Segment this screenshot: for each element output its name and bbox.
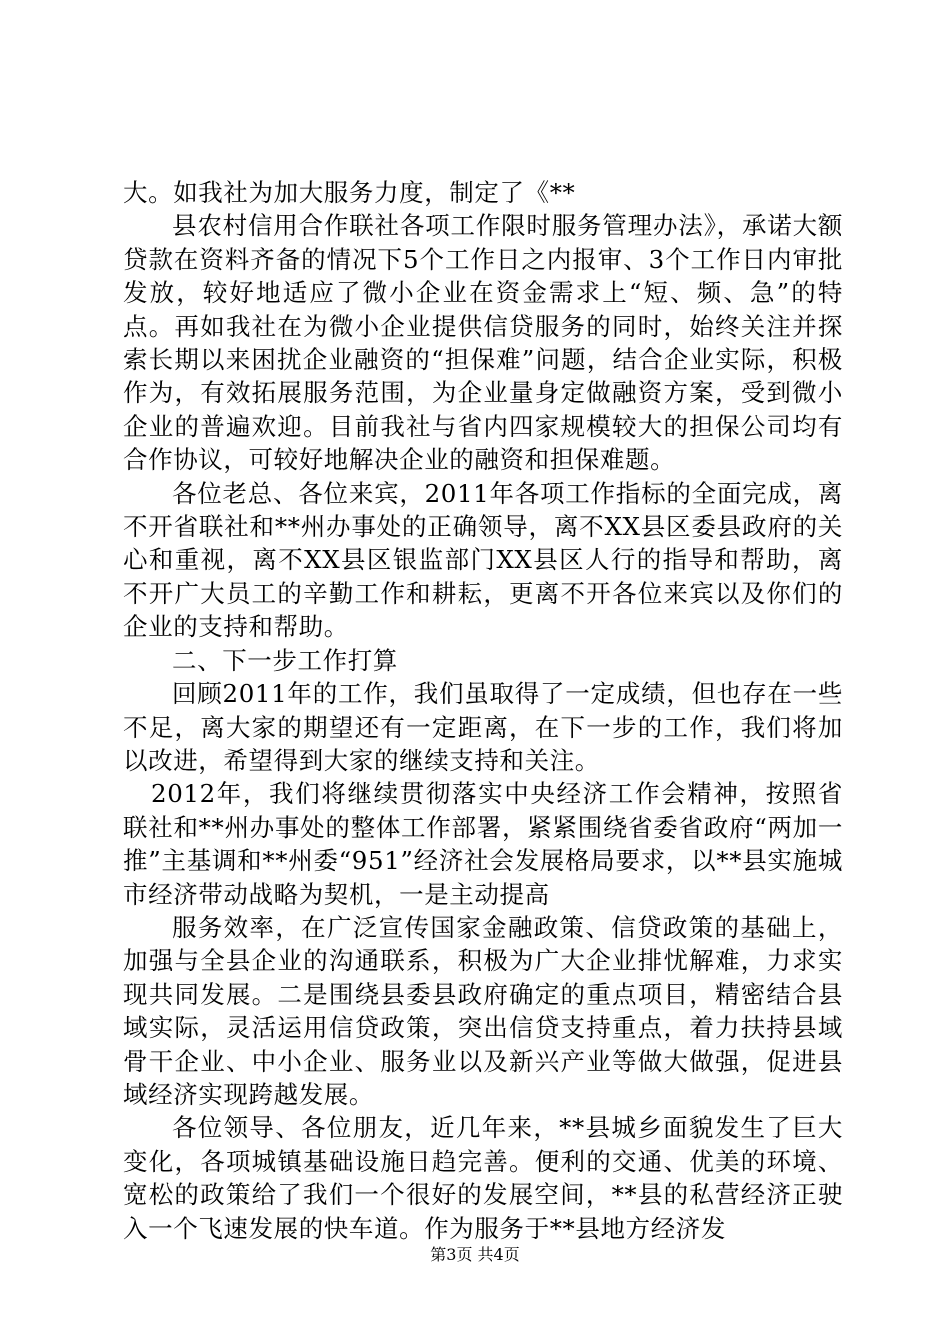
section-heading: 二、下一步工作打算 (172, 645, 398, 675)
paragraph: 各位老总、各位来宾，2011年各项工作指标的全面完成，离不开省联社和**州办事处的正确领导，离不XX县区委县政府的关心和重视，离不XX县区银监部门XX县区人行的指导和帮助，离不开广大员工的辛勤工作和耕耘，更离不开各位来宾以及你们的企业的支持和帮助。 (123, 478, 843, 642)
paragraph: 县农村信用合作联社各项工作限时服务管理办法》，承诺大额贷款在资料齐备的情况下5个工作日之内报审、3个工作日内审批发放，较好地适应了微小企业在资金需求上“短、频、急”的特点。再如我社在为微小企业提供信贷服务的同时，始终关注并探索长期以来困扰企业融资的“担保难”问题，结合企业实际，积极作为，有效拓展服务范围，为企业量身定做融资方案，受到微小企业的普遍欢迎。目前我社与省内四家规模较大的担保公司均有合作协议，可较好地解决企业的融资和担保难题。 (123, 211, 843, 475)
paragraph: 各位领导、各位朋友，近几年来，**县城乡面貌发生了巨大变化，各项城镇基础设施日趋完善。便利的交通、优美的环境、宽松的政策给了我们一个很好的发展空间，**县的私营经济正驶入一个飞速发展的快车道。作为服务于**县地方经济发 (123, 1113, 843, 1243)
paragraph: 2012年，我们将继续贯彻落实中央经济工作会精神，按照省联社和**州办事处的整体工作部署，紧紧围绕省委省政府“两加一推”主基调和**州委“951”经济社会发展格局要求，以**县实施城市经济带动战略为契机，一是主动提高 (123, 779, 843, 909)
page-number: 第3页 共4页 (430, 1245, 520, 1264)
document-body (123, 176, 843, 1245)
paragraph: 大。如我社为加大服务力度，制定了《** (123, 178, 576, 207)
paragraph: 回顾2011年的工作，我们虽取得了一定成绩，但也存在一些不足，离大家的期望还有一定距离，在下一步的工作，我们将加以改进，希望得到大家的继续支持和关注。 (123, 679, 843, 775)
paragraph: 服务效率，在广泛宣传国家金融政策、信贷政策的基础上，加强与全县企业的沟通联系，积极为广大企业排忧解难，力求实现共同发展。二是围绕县委县政府确定的重点项目，精密结合县域实际，灵活运用信贷政策，突出信贷支持重点，着力扶持县域骨干企业、中小企业、服务业以及新兴产业等做大做强，促进县域经济实现跨越发展。 (123, 912, 843, 1109)
